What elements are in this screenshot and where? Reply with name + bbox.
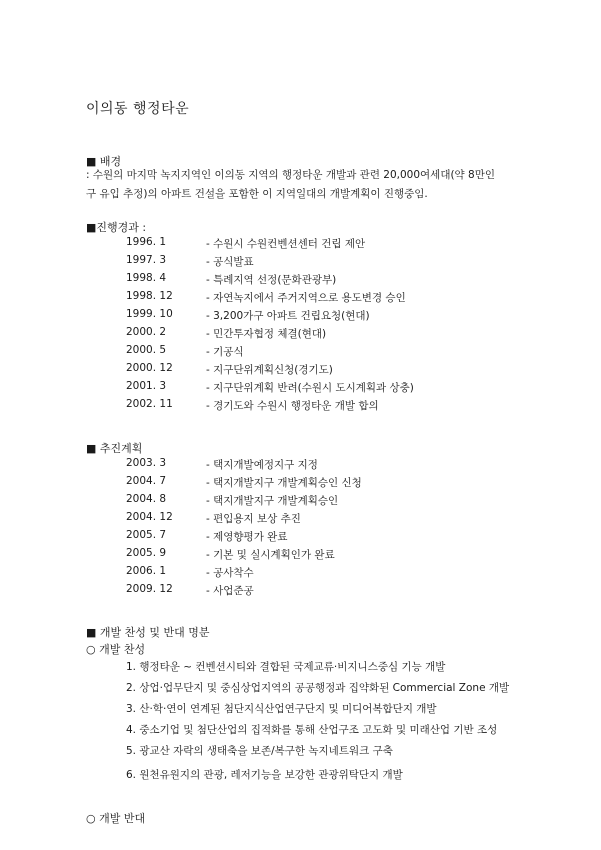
- progress-heading: ■진행경과 :: [86, 221, 147, 234]
- plan-date: 2004. 8: [126, 493, 167, 505]
- plan-date: 2005. 9: [126, 547, 167, 559]
- timeline-date: 2000. 12: [126, 362, 173, 374]
- timeline-text: - 자연녹지에서 주거지역으로 용도변경 승인: [206, 292, 406, 304]
- timeline-text: - 공식발표: [206, 256, 254, 268]
- timeline-date: 1997. 3: [126, 254, 167, 266]
- plan-text: - 편입용지 보상 추진: [206, 513, 301, 525]
- plan-text: - 택지개발지구 개발계획승인 신청: [206, 477, 362, 489]
- plan-date: 2006. 1: [126, 565, 167, 577]
- debate-heading: ■ 개발 찬성 및 반대 명분: [86, 626, 210, 639]
- plan-date: 2009. 12: [126, 583, 173, 595]
- plan-text: - 택지개발예정지구 지정: [206, 459, 318, 471]
- plan-date: 2003. 3: [126, 457, 167, 469]
- plan-text: - 택지개발지구 개발계획승인: [206, 495, 339, 507]
- pro-item: 6. 원천유원지의 관광, 레저기능을 보강한 관광위탁단지 개발: [126, 769, 403, 781]
- pro-item: 3. 산·학·연이 연계된 첨단지식산업연구단지 및 미디어복합단지 개발: [126, 703, 437, 715]
- timeline-text: - 지구단위계획 반려(수원시 도시계획과 상충): [206, 382, 414, 394]
- pro-heading: ○ 개발 찬성: [86, 643, 146, 656]
- timeline-date: 2002. 11: [126, 398, 173, 410]
- pro-item: 2. 상업·업무단지 및 중심상업지역의 공공행정과 집약화된 Commercial Zone 개발: [126, 682, 510, 694]
- timeline-text: - 지구단위계획신청(경기도): [206, 364, 333, 376]
- pro-item: 1. 행정타운 ~ 컨벤션시티와 결합된 국제교류·비지니스중심 기능 개발: [126, 661, 446, 673]
- background-line-2: 구 유입 추정)의 아파트 건설을 포함한 이 지역일대의 개발계획이 진행중임.: [86, 188, 428, 200]
- plan-date: 2004. 7: [126, 475, 167, 487]
- timeline-date: 2000. 2: [126, 326, 167, 338]
- timeline-date: 1999. 10: [126, 308, 173, 320]
- timeline-text: - 수원시 수원컨벤션센터 건립 제안: [206, 238, 366, 250]
- plan-date: 2005. 7: [126, 529, 167, 541]
- pro-item: 4. 중소기업 및 첨단산업의 집적화를 통해 산업구조 고도화 및 미래산업 기반 조성: [126, 724, 498, 736]
- timeline-text: - 3,200가구 아파트 건립요청(현대): [206, 310, 370, 322]
- timeline-date: 2000. 5: [126, 344, 167, 356]
- plan-text: - 기본 및 실시계획인가 완료: [206, 549, 335, 561]
- timeline-date: 1998. 4: [126, 272, 167, 284]
- plan-text: - 제영향평가 완료: [206, 531, 288, 543]
- background-paragraph: [86, 166, 526, 204]
- timeline-text: - 기공식: [206, 346, 244, 358]
- plan-heading: ■ 추진계획: [86, 442, 143, 455]
- plan-text: - 사업준공: [206, 585, 254, 597]
- timeline-date: 1996. 1: [126, 236, 167, 248]
- plan-text: - 공사착수: [206, 567, 254, 579]
- timeline-text: - 경기도와 수원시 행정타운 개발 합의: [206, 400, 379, 412]
- page-title: 이의동 행정타운: [86, 101, 190, 117]
- con-heading: ○ 개발 반대: [86, 812, 146, 825]
- timeline-date: 2001. 3: [126, 380, 167, 392]
- timeline-text: - 특례지역 선정(문화관광부): [206, 274, 337, 286]
- background-line-1: : 수원의 마지막 녹지지역인 이의동 지역의 행정타운 개발과 관련 20,000여세대(약 8만인: [86, 169, 496, 181]
- pro-item: 5. 광교산 자락의 생태축을 보존/복구한 녹지네트워크 구축: [126, 745, 393, 757]
- timeline-text: - 민간투자협정 체결(현대): [206, 328, 327, 340]
- plan-date: 2004. 12: [126, 511, 173, 523]
- background-heading: ■ 배경: [86, 155, 122, 168]
- timeline-date: 1998. 12: [126, 290, 173, 302]
